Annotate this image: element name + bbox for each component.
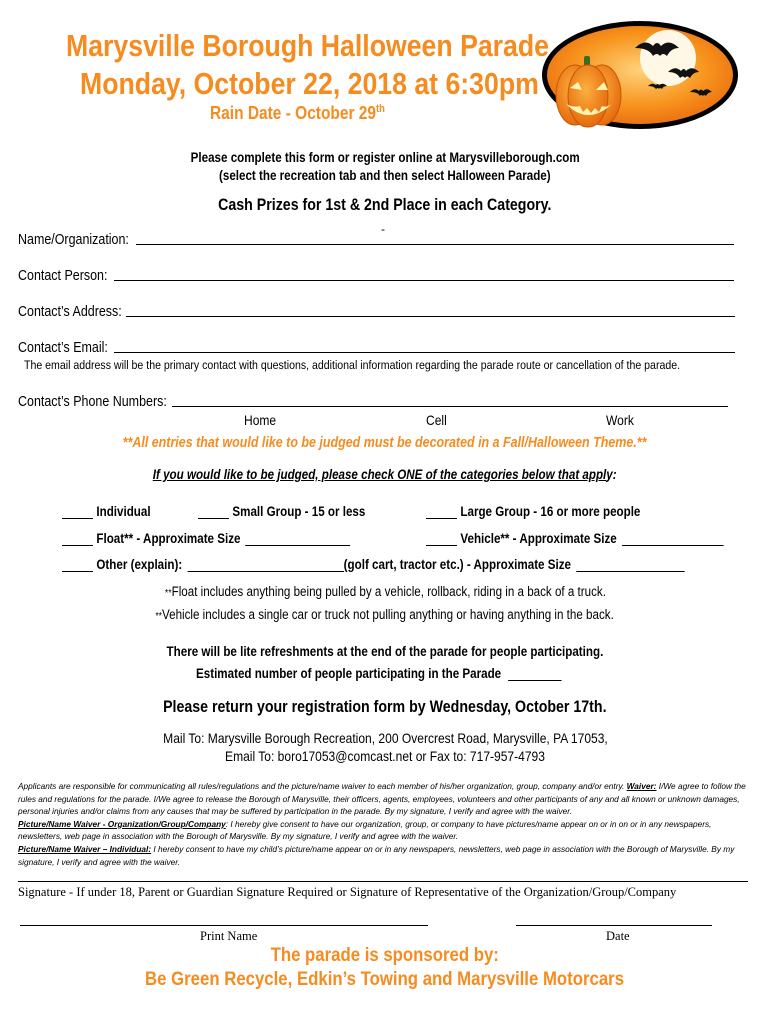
category-large-group[interactable]: Large Group - 16 or more people (426, 504, 640, 519)
name-org-line[interactable] (136, 244, 734, 245)
event-date: Monday, October 22, 2018 at 6:30pm (80, 66, 539, 101)
contact-person-label: Contact Person: (18, 268, 108, 284)
contact-email-field[interactable] (18, 340, 735, 356)
category-small-group[interactable]: Small Group - 15 or less (198, 504, 365, 519)
category-other[interactable]: Other (explain): (golf cart, tractor etc.) - Approximate Size (62, 557, 688, 572)
contact-email-label: Contact’s Email: (18, 340, 108, 356)
checkbox-individual[interactable] (62, 506, 93, 519)
page-title: Marysville Borough Halloween Parade (66, 28, 549, 63)
phone-line[interactable] (172, 406, 728, 407)
participant-count-line[interactable] (508, 668, 561, 681)
checkbox-small-group[interactable] (198, 506, 229, 519)
signature-line[interactable] (18, 881, 748, 882)
refreshments-note: There will be lite refreshments at the end of the parade for people participating. (166, 644, 604, 659)
contact-address-field[interactable] (18, 304, 735, 320)
participant-estimate[interactable]: Estimated number of people participating in the Parade (196, 666, 565, 681)
intro-line-1: Please complete this form or register online at Marysvilleborough.com (190, 150, 580, 165)
intro-line-2: (select the recreation tab and then select Halloween Parade) (219, 168, 551, 183)
contact-address-line[interactable] (126, 316, 735, 317)
name-org-label: Name/Organization: (18, 232, 129, 248)
other-explain-line[interactable] (187, 559, 344, 572)
date-line[interactable] (516, 925, 712, 926)
waiver-text: Applicants are responsible for communicating all rules/regulations and the picture/name waiver to each member of his/her organization, group, company and/or entry. Waiver: I/We agree to follow the rules and regulations for the parade. I/We agree to release the Borough of Marysville, their officers, agents, employees, volunteers and other participants of any and all known or unknown damages, personal injuries and/or claims from any causes that may be suffered by participation in the parade. By my signature, I verify and agree with the waiver. Picture/Name Waiver - Organization/Group/Company: I hereby give consent to have our organization, group, or company to have pictures/name appear on or in on or in any newspapers, newsletters, web page in association with the Borough of Marysville. By my signature, I verify and agree with the waiver. Picture/Name Waiver – Individual: I hereby consent to have my child’s picture/name appear on or in any newspapers, newsletters, web page in association with the Borough of Marysville. By my signature, I verify and agree with the waiver. (18, 781, 746, 867)
checkbox-float[interactable] (62, 533, 93, 546)
float-size-line[interactable] (245, 533, 350, 546)
category-vehicle[interactable]: Vehicle** - Approximate Size (426, 531, 727, 546)
date-label: Date (606, 929, 630, 943)
phone-label: Contact’s Phone Numbers: (18, 394, 167, 410)
theme-note: **All entries that would like to be judged must be decorated in a Fall/Halloween Theme.** (123, 435, 647, 451)
checkbox-other[interactable] (62, 559, 93, 572)
sponsor-list: Be Green Recycle, Edkin’s Towing and Marysville Motorcars (145, 968, 625, 990)
phone-home-label: Home (244, 412, 277, 428)
vehicle-size-line[interactable] (622, 533, 723, 546)
vehicle-note: **Vehicle includes a single car or truck not pulling anything or having anything in the back. (155, 607, 615, 622)
separator-dash: - (381, 222, 385, 236)
halloween-graphic (540, 20, 740, 135)
print-name-label: Print Name (200, 929, 258, 943)
float-note: **Float includes anything being pulled by a vehicle, rollback, riding in a back of a truck. (164, 584, 606, 599)
return-deadline: Please return your registration form by Wednesday, October 17th. (163, 698, 607, 716)
contact-person-line[interactable] (114, 280, 734, 281)
phone-cell-label: Cell (426, 412, 447, 428)
phone-field[interactable] (18, 394, 728, 410)
sponsor-heading: The parade is sponsored by: (270, 944, 500, 966)
print-name-line[interactable] (20, 925, 428, 926)
contact-address-label: Contact’s Address: (18, 304, 122, 320)
contact-email-line[interactable] (114, 352, 735, 353)
mail-address: Mail To: Marysville Borough Recreation, 200 Overcrest Road, Marysville, PA 17053, (162, 730, 608, 746)
judging-instruction: If you would like to be judged, please check ONE of the categories below that apply: (153, 467, 617, 482)
email-fax: Email To: boro17053@comcast.net or Fax to: 717-957-4793 (225, 748, 545, 764)
name-org-field[interactable] (18, 232, 734, 248)
checkbox-large-group[interactable] (426, 506, 457, 519)
prizes-heading: Cash Prizes for 1st & 2nd Place in each Category. (218, 196, 552, 214)
phone-work-label: Work (606, 412, 634, 428)
category-individual[interactable]: Individual (62, 504, 151, 519)
signature-label: Signature - If under 18, Parent or Guardian Signature Required or Signature of Representative of the Organization/Group/Company (18, 885, 677, 899)
email-note: The email address will be the primary contact with questions, additional information regarding the parade route or cancellation of the parade. (24, 358, 681, 372)
checkbox-vehicle[interactable] (426, 533, 457, 546)
rain-date: Rain Date - October 29th (210, 103, 385, 123)
moon-icon (640, 30, 696, 86)
contact-person-field[interactable] (18, 268, 734, 284)
other-size-line[interactable] (576, 559, 684, 572)
category-float[interactable]: Float** - Approximate Size (62, 531, 354, 546)
